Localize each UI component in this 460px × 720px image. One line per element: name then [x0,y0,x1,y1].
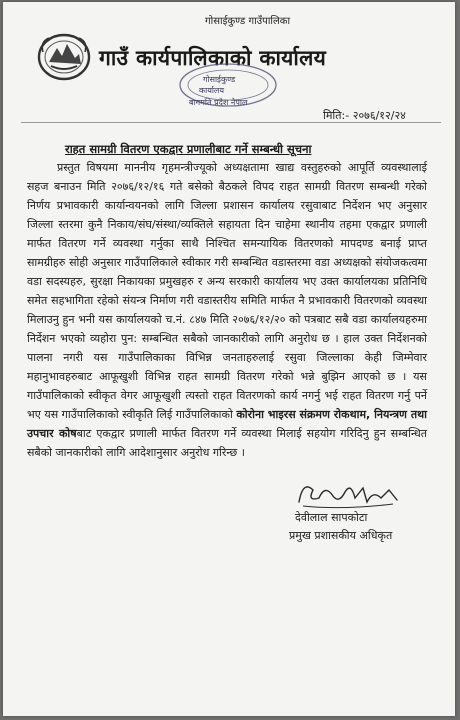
nepal-emblem-icon [37,32,91,82]
body-text-bold: कोरोना भाइरस संक्रमण रोकथाम, नियन्त्रण तथा उपचार कोष [27,408,427,440]
body-text-2: बाट एकद्वार प्रणाली मार्फत वितरण गर्ने व्यवस्था मिलाई सहयोग गरिदिनु हुन सम्बन्धित सबैको जानकारीको लागि आदेशानुसार अनुरोध गरिन्छ । [27,427,428,459]
stamp-line-2: कार्यालय [199,86,224,95]
body-text-1: प्रस्तुत विषयमा माननीय गृहमन्त्रीज्यूको अध्यक्षतामा खाद्य वस्तुहरुको आपूर्ति व्यवस्थालाई सहज बनाउन मिति २०७६/१२/१६ गते बसेको बैठकले विपद राहत सामग्री वितरण सम्बन्धी गरेको निर्णय प्रभावकारी कार्यान्वयनको लागि जिल्ला प्रशासन कार्यालय रसुवाबाट निर्देशन भए अनुसार जिल्ला स्तरमा कुनै निकाय/संघ/संस्था/व्यक्तिले सहायता दिन चाहेमा स्थानीय तहमा एकद्वार प्रणाली मार्फत वितरण गर्ने व्यवस्था गर्नुका साथै निश्चित समन्यायिक वितरणको मापदण्ड बनाई प्राप्त सामग्रीहरु सोही अनुसार गाउँपालिकाले स्वीकार गरी सम्बन्धित वडास्तरमा वडा अध्यक्षको संयोजकत्वमा वडा सदस्यहरु, सुरक्षा निकायका प्रमुखहरु र अन्य सरकारी कार्यालय भए उक्त कार्यालयका प्रतिनिधि समेत सहभागिता रहेको संयन्त्र निर्माण गरी वडास्तरीय समिति मार्फत नै प्रभावकारी वितरणको व्यवस्था मिलाउनु हुन भनी यस कार्यालयको च.नं. ८४७ मिति २०७६/१२/२० को पत्रबाट सबै वडा कार्यालयहरुमा निर्देशन भएको व्यहोरा पुन: सम्बन्धित सबैको जानकारीको लागि अनुरोध छ । हाल उक्त निर्देशनको पालना नगरी यस गाउँपालिकाका विभिन्न जनताहरुलाई रसुवा जिल्लाका केही जिम्मेवार महानुभावहरुबाट आफूखुशी विभिन्न राहत सामग्री वितरण गरेको भन्ने बुझिन आएको छ । यस गाउँपालिकाको स्वीकृत वेगर आफूखुशी त्यस्तो राहत वितरणको कार्य नगर्नु भई राहत वितरण गर्नु पर्ने भए यस गाउँपालिकाको स्वीकृति लिई गाउँपालिकाको [27,161,427,421]
municipality-name: गोसाईकुण्ड गाउँपालिका [205,16,291,27]
stamp-line-3: बागमति प्रदेश नेपाल [189,98,248,107]
signer-title: प्रमुख प्रशासकीय अधिकृत [289,529,393,542]
letter-date: मिति:- २०७६/१२/२४ [323,109,406,122]
stamp-line-1: गोसाईकुण्ड [203,75,236,84]
letter-subject: राहत सामग्री वितरण एकद्वार प्रणालीबाट गर्ने सम्बन्धी सूचना [65,142,312,156]
letter-page [3,2,455,716]
header-divider [21,122,441,123]
letter-body [27,158,427,462]
signer-name: देवीलाल सापकोटा [295,511,368,524]
handwritten-signature-icon [293,476,403,512]
office-title: गाउँ कार्यपालिकाको कार्यालय [99,46,327,70]
